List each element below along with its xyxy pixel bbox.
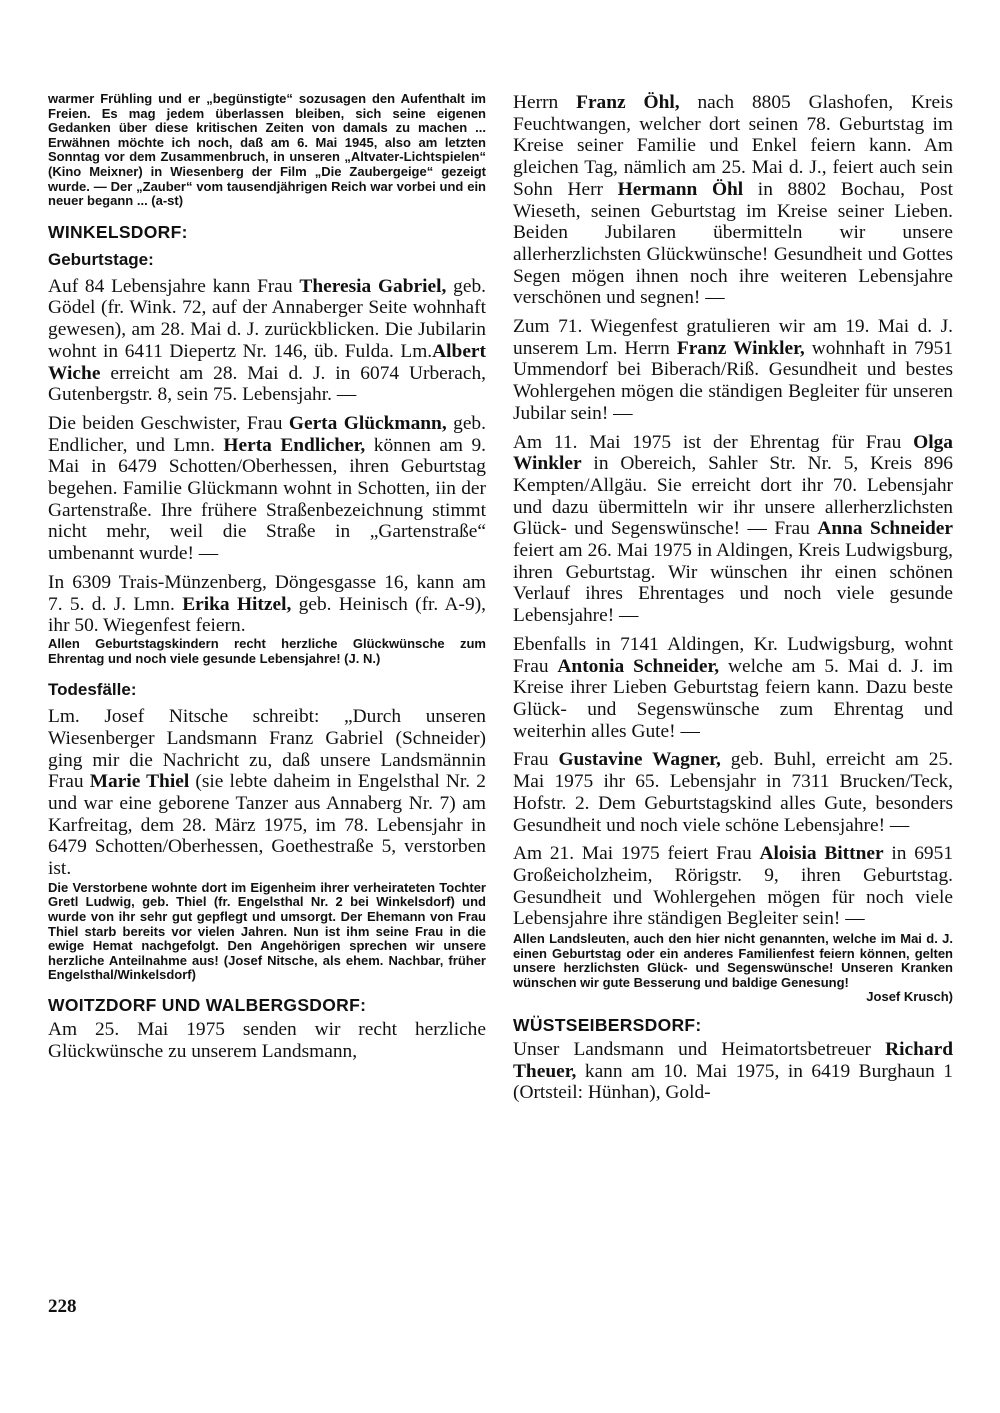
subheading-todesfaelle: Todesfälle: — [48, 680, 137, 700]
birthday-paragraph-2: Die beiden Geschwister, Frau Gerta Glückmann, geb. Endlicher, und Lmn. Herta Endlicher, können am 9. Mai in 6479 Schotten/Oberhessen, ihren Geburtstag begehen. Familie Glückmann wohnt in Schotten, iin der Gartenstraße. Ihre frühere Straßenbezeichnung stimmt nicht mehr, weil die Straße in „Gartenstraße“ umbenannt wurde! — — [48, 412, 487, 565]
greetings-note: Allen Landsleuten, auch den hier nicht genannten, welche im Mai d. J. einen Geburtstag oder ein anderes Familienfest feiern können, gelten unsere herzlichsten Glück- und Segenswünsche! Unseren Kranken wünschen wir gute Besserung und baldige Genesung! — [513, 931, 953, 990]
birthday-closing-note: Allen Geburtstagskindern recht herzliche Glückwünsche zum Ehrentag und noch viele gesunde Lebensjahre! (J. N.) — [48, 636, 486, 666]
greetings-signature: Josef Krusch) — [866, 989, 953, 1005]
birthday-paragraph-3: In 6309 Trais-Münzenberg, Döngesgasse 16, kann am 7. 5. d. J. Lmn. Erika Hitzel, geb. Heinisch (fr. A-9), ihr 50. Wiegenfest feiern. — [48, 571, 486, 637]
right-paragraph-6: Am 21. Mai 1975 feiert Frau Aloisia Bittner in 6951 Großeicholzheim, Rörigstr. 9, ihren Geburtstag. Gesundheit und Wohlergehen mögen für noch viele Lebensjahre ihre ständigen Begleiter sein! — — [513, 843, 954, 930]
heading-woitzdorf: WOITZDORF UND WALBERGSDORF: — [48, 994, 367, 1015]
intro-paragraph: warmer Frühling und er „begünstigte“ sozusagen den Aufenthalt im Freien. Es mag jedem überlassen bleiben, sich seine eigenen Gedanken über diese kritischen Zeiten von damals zu machen ... Erwähnen möchte ich noch, daß am 6. Mai 1945, also am letzten Sonntag vor dem Zusammenbruch, in unseren „Altvater-Lichtspielen“ (Kino Meixner) in Wiesenberg der Film „Die Zaubergeige“ gezeigt wurde. — Der „Zauber“ vom tausendjährigen Reich war vorbei und ein neuer begann ... (a-st) — [48, 91, 486, 209]
heading-wuestseibersdorf: WÜSTSEIBERSDORF: — [513, 1014, 702, 1035]
right-paragraph-5: Frau Gustavine Wagner, geb. Buhl, erreicht am 25. Mai 1975 ihr 65. Lebensjahr in 7311 Brucken/Teck, Hofstr. 2. Dem Geburtstagskind alles Gute, besonders Gesundheit und noch viele schöne Lebensjahre! — — [513, 749, 953, 836]
obituary-note: Die Verstorbene wohnte dort im Eigenheim ihrer verheirateten Tochter Gretl Ludwig, geb. Thiel (fr. Engelsthal Nr. 2 bei Winkelsdorf) und wurde von ihr sehr gut gepflegt und umsorgt. Der Ehemann von Frau Thiel starb bereits vor vielen Jahren. Nun ist ihm seine Frau in die ewige Hemat nachgefolgt. Den Angehörigen sprechen wir unsere herzliche Anteilnahme aus! (Josef Nitsche, als ehem. Nachbar, früher Engelsthal/Winkelsdorf) — [48, 879, 486, 983]
right-paragraph-3: Am 11. Mai 1975 ist der Ehrentag für Frau Olga Winkler in Obereich, Sahler Str. Nr. 5, Kreis 896 Kempten/Allgäu. Sie erreicht dort ihr 70. Lebensjahr und dazu übermitteln wir ihr unsere allerherzlichsten Glück- und Segenswünsche! — Frau Anna Schneider feiert am 26. Mai 1975 in Aldingen, Kreis Ludwigsburg, ihren Geburtstag. Wir wünschen ihr einen schönen Verlauf ihres Ehrentages und noch viele gesunde Lebensjahre! — — [513, 431, 953, 627]
right-column — [513, 92, 953, 1111]
page-number: 228 — [48, 1296, 77, 1317]
heading-winkelsdorf: WINKELSDORF: — [48, 221, 188, 242]
left-column — [48, 92, 486, 1069]
right-paragraph-4: Ebenfalls in 7141 Aldingen, Kr. Ludwigsburg, wohnt Frau Antonia Schneider, welche am 5. Mai d. J. im Kreise ihrer Lieben Geburtstag feiern kann. Dazu beste Glück- und Segenswünsche zum Ehrentag und weiterhin alles Gute! — — [513, 633, 953, 742]
woitzdorf-paragraph: Am 25. Mai 1975 senden wir recht herzliche Glückwünsche zu unserem Landsmann, — [48, 1018, 486, 1062]
birthday-paragraph-1: Auf 84 Lebensjahre kann Frau Theresia Gabriel, geb. Gödel (fr. Wink. 72, auf der Annaberger Seite wohnhaft gewesen), am 28. Mai d. J. zurückblicken. Die Jubilarin wohnt in 6411 Diepertz Nr. 146, üb. Fulda. Lm.Albert Wiche erreicht am 28. Mai d. J. in 6074 Urberach, Gutenbergstr. 8, sein 75. Lebensjahr. — — [48, 275, 486, 406]
right-paragraph-8: Unser Landsmann und Heimatortsbetreuer Richard Theuer, kann am 10. Mai 1975, in 6419 Burghaun 1 (Ortsteil: Hünhan), Gold- — [513, 1038, 953, 1104]
subheading-geburtstage: Geburtstage: — [48, 249, 154, 269]
right-paragraph-1: Herrn Franz Öhl, nach 8805 Glashofen, Kreis Feuchtwangen, welcher dort seinen 78. Geburtstag im Kreise seiner Familie und Enkel feiern kann. Am gleichen Tag, nämlich am 25. Mai d. J., feiert auch sein Sohn Herr Hermann Öhl in 8802 Bochau, Post Wieseth, seinen Geburtstag im Kreise seiner Lieben. Beiden Jubilaren übermitteln wir unsere allerherzlichsten Glückwünsche! Gesundheit und Gottes Segen mögen ihnen noch ihre weiteren Lebensjahre verschönen und segnen! — — [513, 92, 953, 309]
right-paragraph-2: Zum 71. Wiegenfest gratulieren wir am 19. Mai d. J. unserem Lm. Herrn Franz Winkler, wohnhaft in 7951 Ummendorf bei Biberach/Riß. Gesundheit und bestes Wohlergehen mögen die ständigen Begleiter für unseren Jubilar sein! — — [513, 316, 953, 424]
obituary-paragraph: Lm. Josef Nitsche schreibt: „Durch unseren Wiesenberger Landsmann Franz Gabriel (Schneider) ging mir die Nachricht zu, daß unsere Landsmännin Frau Marie Thiel (sie lebte daheim in Engelsthal Nr. 2 und war eine geborene Tanzer aus Annaberg Nr. 7) am Karfreitag, dem 28. März 1975, im 78. Lebensjahr in 6479 Schotten/Oberhessen, Goethestraße 5, verstorben ist. — [48, 706, 486, 880]
